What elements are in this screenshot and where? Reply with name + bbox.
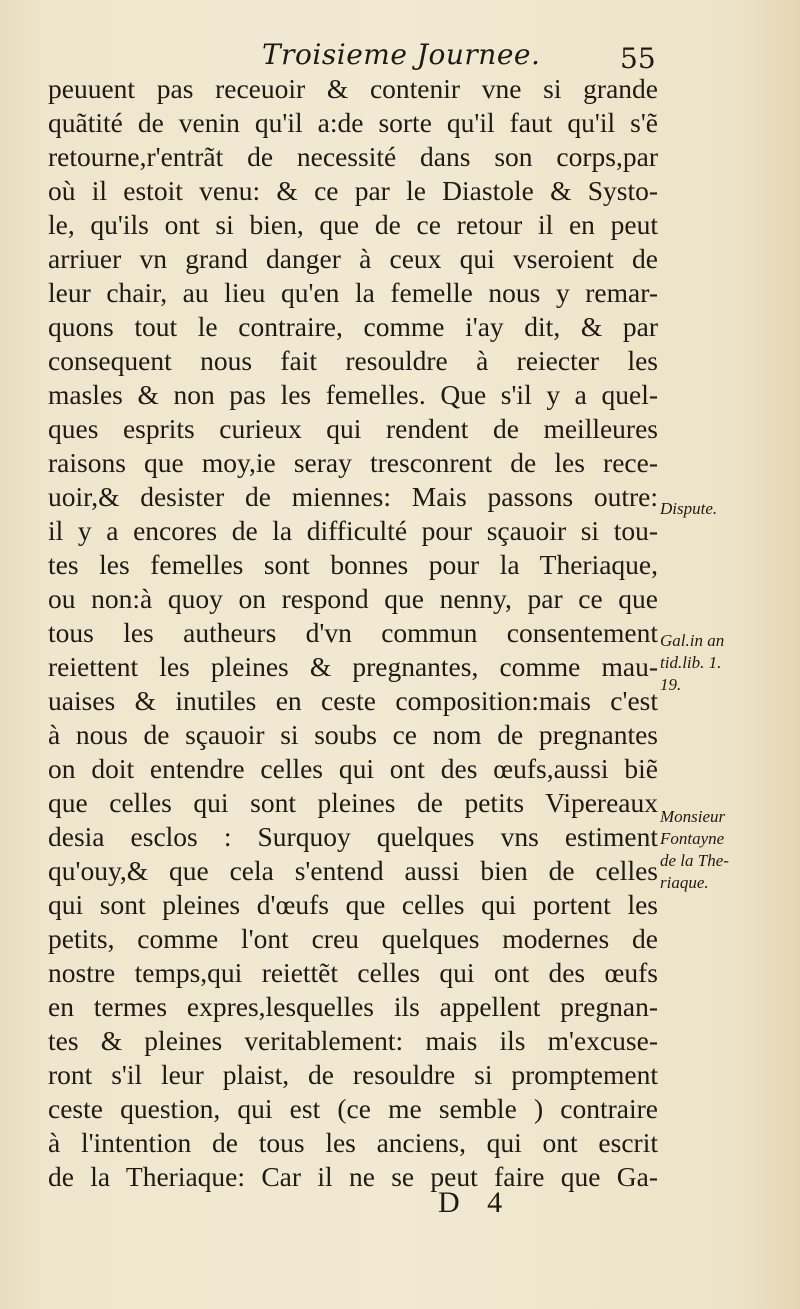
text-line: masles & non pas les femelles. Que s'il y a quel-	[48, 379, 658, 410]
text-line: que celles qui sont pleines de petits Vipereaux	[48, 787, 658, 818]
text-line: desia esclos : Surquoy quelques vns estiment	[48, 821, 658, 852]
text-line: uaises & inutiles en ceste composition:mais c'est	[48, 685, 658, 716]
text-line: peuuent pas receuoir & contenir vne si grande	[48, 73, 658, 104]
text-line: tes les femelles sont bonnes pour la Theriaque,	[48, 549, 658, 580]
text-line: de la Theriaque: Car il ne se peut faire que Ga-	[48, 1161, 658, 1192]
text-line: arriuer vn grand danger à ceux qui vseroient de	[48, 243, 658, 274]
margin-note-line: Monsieur	[660, 807, 726, 826]
margin-note-line: Fontayne	[660, 829, 725, 848]
margin-note-galen	[660, 630, 795, 696]
text-line: en termes expres,lesquelles ils appellent pregnan-	[48, 991, 658, 1022]
margin-note-line: riaque.	[660, 873, 709, 892]
text-line: leur chair, au lieu qu'en la femelle nous y remar-	[48, 277, 658, 308]
margin-note-dispute	[660, 498, 795, 520]
text-line: raisons que moy,ie seray tresconrent de les rece-	[48, 447, 658, 478]
text-line: à l'intention de tous les anciens, qui ont escrit	[48, 1127, 658, 1158]
text-line: on doit entendre celles qui ont des œufs,aussi biẽ	[48, 753, 658, 784]
page-footer	[0, 1186, 800, 1226]
text-line: où il estoit venu: & ce par le Diastole & Systo-	[48, 175, 658, 206]
text-line: qui sont pleines d'œufs que celles qui portent les	[48, 889, 658, 920]
page-header	[0, 36, 800, 76]
text-line: uoir,& desister de miennes: Mais passons outre:	[48, 481, 658, 512]
text-line: retourne,r'entrãt de necessité dans son corps,par	[48, 141, 658, 172]
text-line: quons tout le contraire, comme i'ay dit, & par	[48, 311, 658, 342]
text-line: consequent nous fait resouldre à reiecter les	[48, 345, 658, 376]
text-line: qu'ouy,& que cela s'entend aussi bien de celles	[48, 855, 658, 886]
text-line: nostre temps,qui reiettẽt celles qui ont des œufs	[48, 957, 658, 988]
page-number: 55	[620, 42, 656, 75]
margin-note-line: de la The-	[660, 851, 729, 870]
signature-mark: D 4	[438, 1186, 513, 1219]
text-line: tes & pleines veritablement: mais ils m'excuse-	[48, 1025, 658, 1056]
text-line: le, qu'ils ont si bien, que de ce retour il en peut	[48, 209, 658, 240]
text-line: ques esprits curieux qui rendent de meilleures	[48, 413, 658, 444]
body-text	[48, 72, 658, 1194]
text-line: reiettent les pleines & pregnantes, comme mau-	[48, 651, 658, 682]
text-line: tous les autheurs d'vn commun consentement	[48, 617, 658, 648]
margin-note-fontayne	[660, 806, 795, 894]
margin-note-line: tid.lib. 1.	[660, 653, 722, 672]
text-line: il y a encores de la difficulté pour sçauoir si tou-	[48, 515, 658, 546]
text-line: ceste question, qui est (ce me semble ) contraire	[48, 1093, 658, 1124]
margin-note-line: Gal.in an	[660, 631, 725, 650]
margin-note-line: Dispute.	[660, 499, 718, 518]
text-line: petits, comme l'ont creu quelques modernes de	[48, 923, 658, 954]
running-head: Troisieme Journee.	[262, 38, 541, 71]
text-line: ou non:à quoy on respond que nenny, par ce que	[48, 583, 658, 614]
text-line: à nous de sçauoir si soubs ce nom de pregnantes	[48, 719, 658, 750]
text-line: quãtité de venin qu'il a:de sorte qu'il faut qu'il s'ẽ	[48, 107, 658, 138]
text-line: ront s'il leur plaist, de resouldre si promptement	[48, 1059, 658, 1090]
margin-note-line: 19.	[660, 675, 682, 694]
